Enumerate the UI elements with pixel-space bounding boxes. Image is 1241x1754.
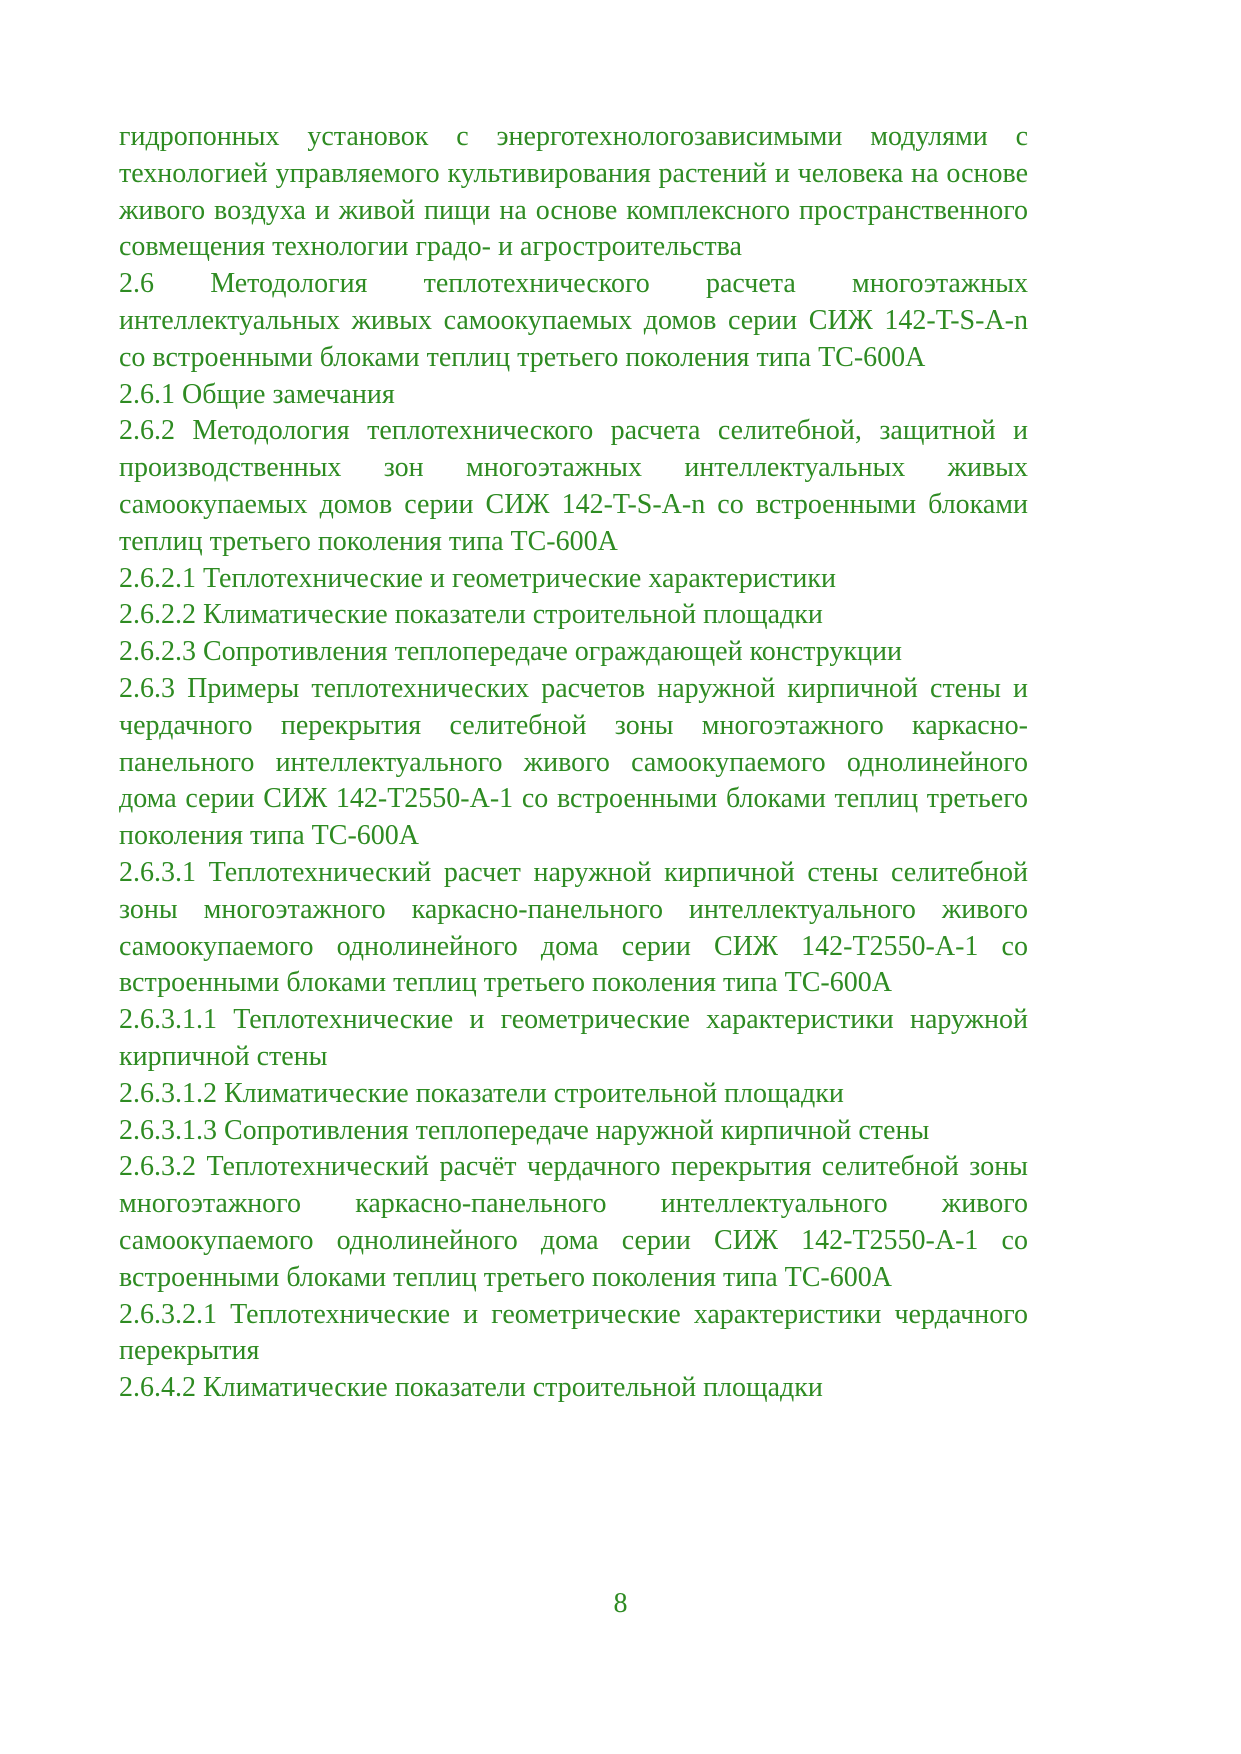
- contents-entry: 2.6.2.3 Сопротивления теплопередаче ограждающей конструкции: [119, 636, 902, 668]
- contents-entry: 2.6.2.2 Климатические показатели строительной площадки: [119, 599, 823, 631]
- contents-entry: 2.6.3.2 Теплотехнический расчёт чердачного перекрытия селитебной зоны многоэтажного каркасно-панельного интеллектуального живого самоокупаемого однолинейного дома серии СИЖ 142-Т2550-А-1 со встроенными блоками теплиц третьего поколения типа ТС-600А: [119, 1151, 1028, 1293]
- contents-entry: 2.6.4.2 Климатические показатели строительной площадки: [119, 1372, 823, 1404]
- contents-entry: гидропонных установок с энерготехнологозависимыми модулями с технологией управляемого культивирования растений и человека на основе живого воздуха и живой пищи на основе комплексного пространственного совмещения технологии градо- и агростроительства: [119, 121, 1028, 263]
- contents-entry: 2.6.2.1 Теплотехнические и геометрические характеристики: [119, 562, 836, 594]
- contents-entry: 2.6.3.1.2 Климатические показатели строительной площадки: [119, 1077, 844, 1109]
- contents-entry: 2.6.3.1 Теплотехнический расчет наружной кирпичной стены селитебной зоны многоэтажного каркасно-панельного интеллектуального живого самоокупаемого однолинейного дома серии СИЖ 142-Т2550-А-1 со встроенными блоками теплиц третьего поколения типа ТС-600А: [119, 856, 1028, 999]
- contents-list: [119, 119, 1028, 1407]
- contents-entry: 2.6.2 Методология теплотехнического расчета селитебной, защитной и производственных зон многоэтажных интеллектуальных живых самоокупаемых домов серии СИЖ 142-T-S-A-n со встроенными блоками теплиц третьего поколения типа ТС-600А: [119, 415, 1028, 557]
- contents-entry: 2.6.3.2.1 Теплотехнические и геометрические характеристики чердачного перекрытия: [119, 1298, 1028, 1367]
- contents-entry: 2.6.3 Примеры теплотехнических расчетов наружной кирпичной стены и чердачного перекрытия селитебной зоны многоэтажного каркасно-панельного интеллектуального живого самоокупаемого однолинейного дома серии СИЖ 142-Т2550-А-1 со встроенными блоками теплиц третьего поколения типа ТС-600А: [119, 672, 1028, 852]
- contents-entry: 2.6 Методология теплотехнического расчета многоэтажных интеллектуальных живых самоокупаемых домов серии СИЖ 142-T-S-A-n со встроенными блоками теплиц третьего поколения типа ТС-600А: [119, 268, 1028, 373]
- contents-entry: 2.6.3.1.1 Теплотехнические и геометрические характеристики наружной кирпичной стены: [119, 1004, 1028, 1072]
- page-number: 8: [613, 1588, 628, 1619]
- contents-entry: 2.6.1 Общие замечания: [119, 378, 395, 410]
- contents-entry: 2.6.3.1.3 Сопротивления теплопередаче наружной кирпичной стены: [119, 1114, 930, 1146]
